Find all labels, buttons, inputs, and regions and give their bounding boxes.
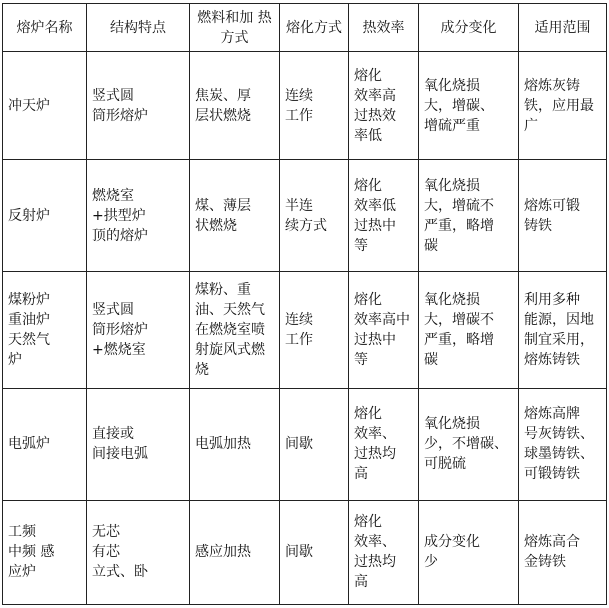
structure-cell: 无芯 有芯 立式、卧 — [87, 500, 190, 604]
application-cell: 熔炼灰铸 铁，应用最 广 — [519, 52, 607, 160]
application-cell: 熔炼高牌 号灰铸铁、 球墨铸铁、 可锻铸铁 — [519, 388, 607, 500]
application-cell: 熔炼可锻 铸铁 — [519, 160, 607, 272]
efficiency-cell: 熔化 效率、 过热均 高 — [349, 500, 419, 604]
table-row — [3, 500, 607, 604]
composition-cell: 氧化烧损 大，增硫不 严重，略增 碳 — [419, 160, 519, 272]
application-cell: 利用多种 能源，因地 制宜采用， 熔炼铸铁 — [519, 272, 607, 388]
header-structure: 结构特点 — [87, 4, 190, 52]
header-application: 适用范围 — [519, 4, 607, 52]
melting-cell: 半连 续方式 — [280, 160, 349, 272]
structure-cell: 燃烧室 +拱型炉 顶的熔炉 — [87, 160, 190, 272]
furnace-comparison-table — [2, 3, 607, 605]
efficiency-cell: 熔化 效率高中 过热中 等 — [349, 272, 419, 388]
application-cell: 熔炼高合 金铸铁 — [519, 500, 607, 604]
furnace-name: 电弧炉 — [3, 388, 87, 500]
table-row — [3, 52, 607, 160]
fuel-cell: 煤、薄层 状燃烧 — [190, 160, 280, 272]
furnace-name: 反射炉 — [3, 160, 87, 272]
efficiency-cell: 熔化 效率高 过热效 率低 — [349, 52, 419, 160]
table-row — [3, 272, 607, 388]
melting-cell: 间歇 — [280, 500, 349, 604]
composition-cell: 氧化烧损 少，不增碳、 可脱硫 — [419, 388, 519, 500]
fuel-cell: 焦炭、厚 层状燃烧 — [190, 52, 280, 160]
efficiency-cell: 熔化 效率低 过热中 等 — [349, 160, 419, 272]
header-efficiency: 热效率 — [349, 4, 419, 52]
efficiency-cell: 熔化 效率、 过热均 高 — [349, 388, 419, 500]
furnace-name: 煤粉炉 重油炉 天然气 炉 — [3, 272, 87, 388]
melting-cell: 连续 工作 — [280, 272, 349, 388]
composition-cell: 氧化烧损 大，增碳、 增硫严重 — [419, 52, 519, 160]
table-row — [3, 160, 607, 272]
melting-cell: 间歇 — [280, 388, 349, 500]
header-furnace-name: 熔炉名称 — [3, 4, 87, 52]
fuel-cell: 煤粉、重 油、天然气 在燃烧室喷 射旋风式燃 烧 — [190, 272, 280, 388]
header-composition: 成分变化 — [419, 4, 519, 52]
structure-cell: 竖式圆 筒形熔炉 — [87, 52, 190, 160]
furnace-name: 工频 中频 感 应炉 — [3, 500, 87, 604]
header-fuel-heating: 燃料和加 热方式 — [190, 4, 280, 52]
table-row — [3, 388, 607, 500]
structure-cell: 竖式圆 筒形熔炉 +燃烧室 — [87, 272, 190, 388]
composition-cell: 氧化烧损 大，增碳不 严重，略增 碳 — [419, 272, 519, 388]
fuel-cell: 电弧加热 — [190, 388, 280, 500]
furnace-name: 冲天炉 — [3, 52, 87, 160]
composition-cell: 成分变化 少 — [419, 500, 519, 604]
structure-cell: 直接或 间接电弧 — [87, 388, 190, 500]
header-melting-mode: 熔化方式 — [280, 4, 349, 52]
table-header-row — [3, 4, 607, 52]
fuel-cell: 感应加热 — [190, 500, 280, 604]
melting-cell: 连续 工作 — [280, 52, 349, 160]
